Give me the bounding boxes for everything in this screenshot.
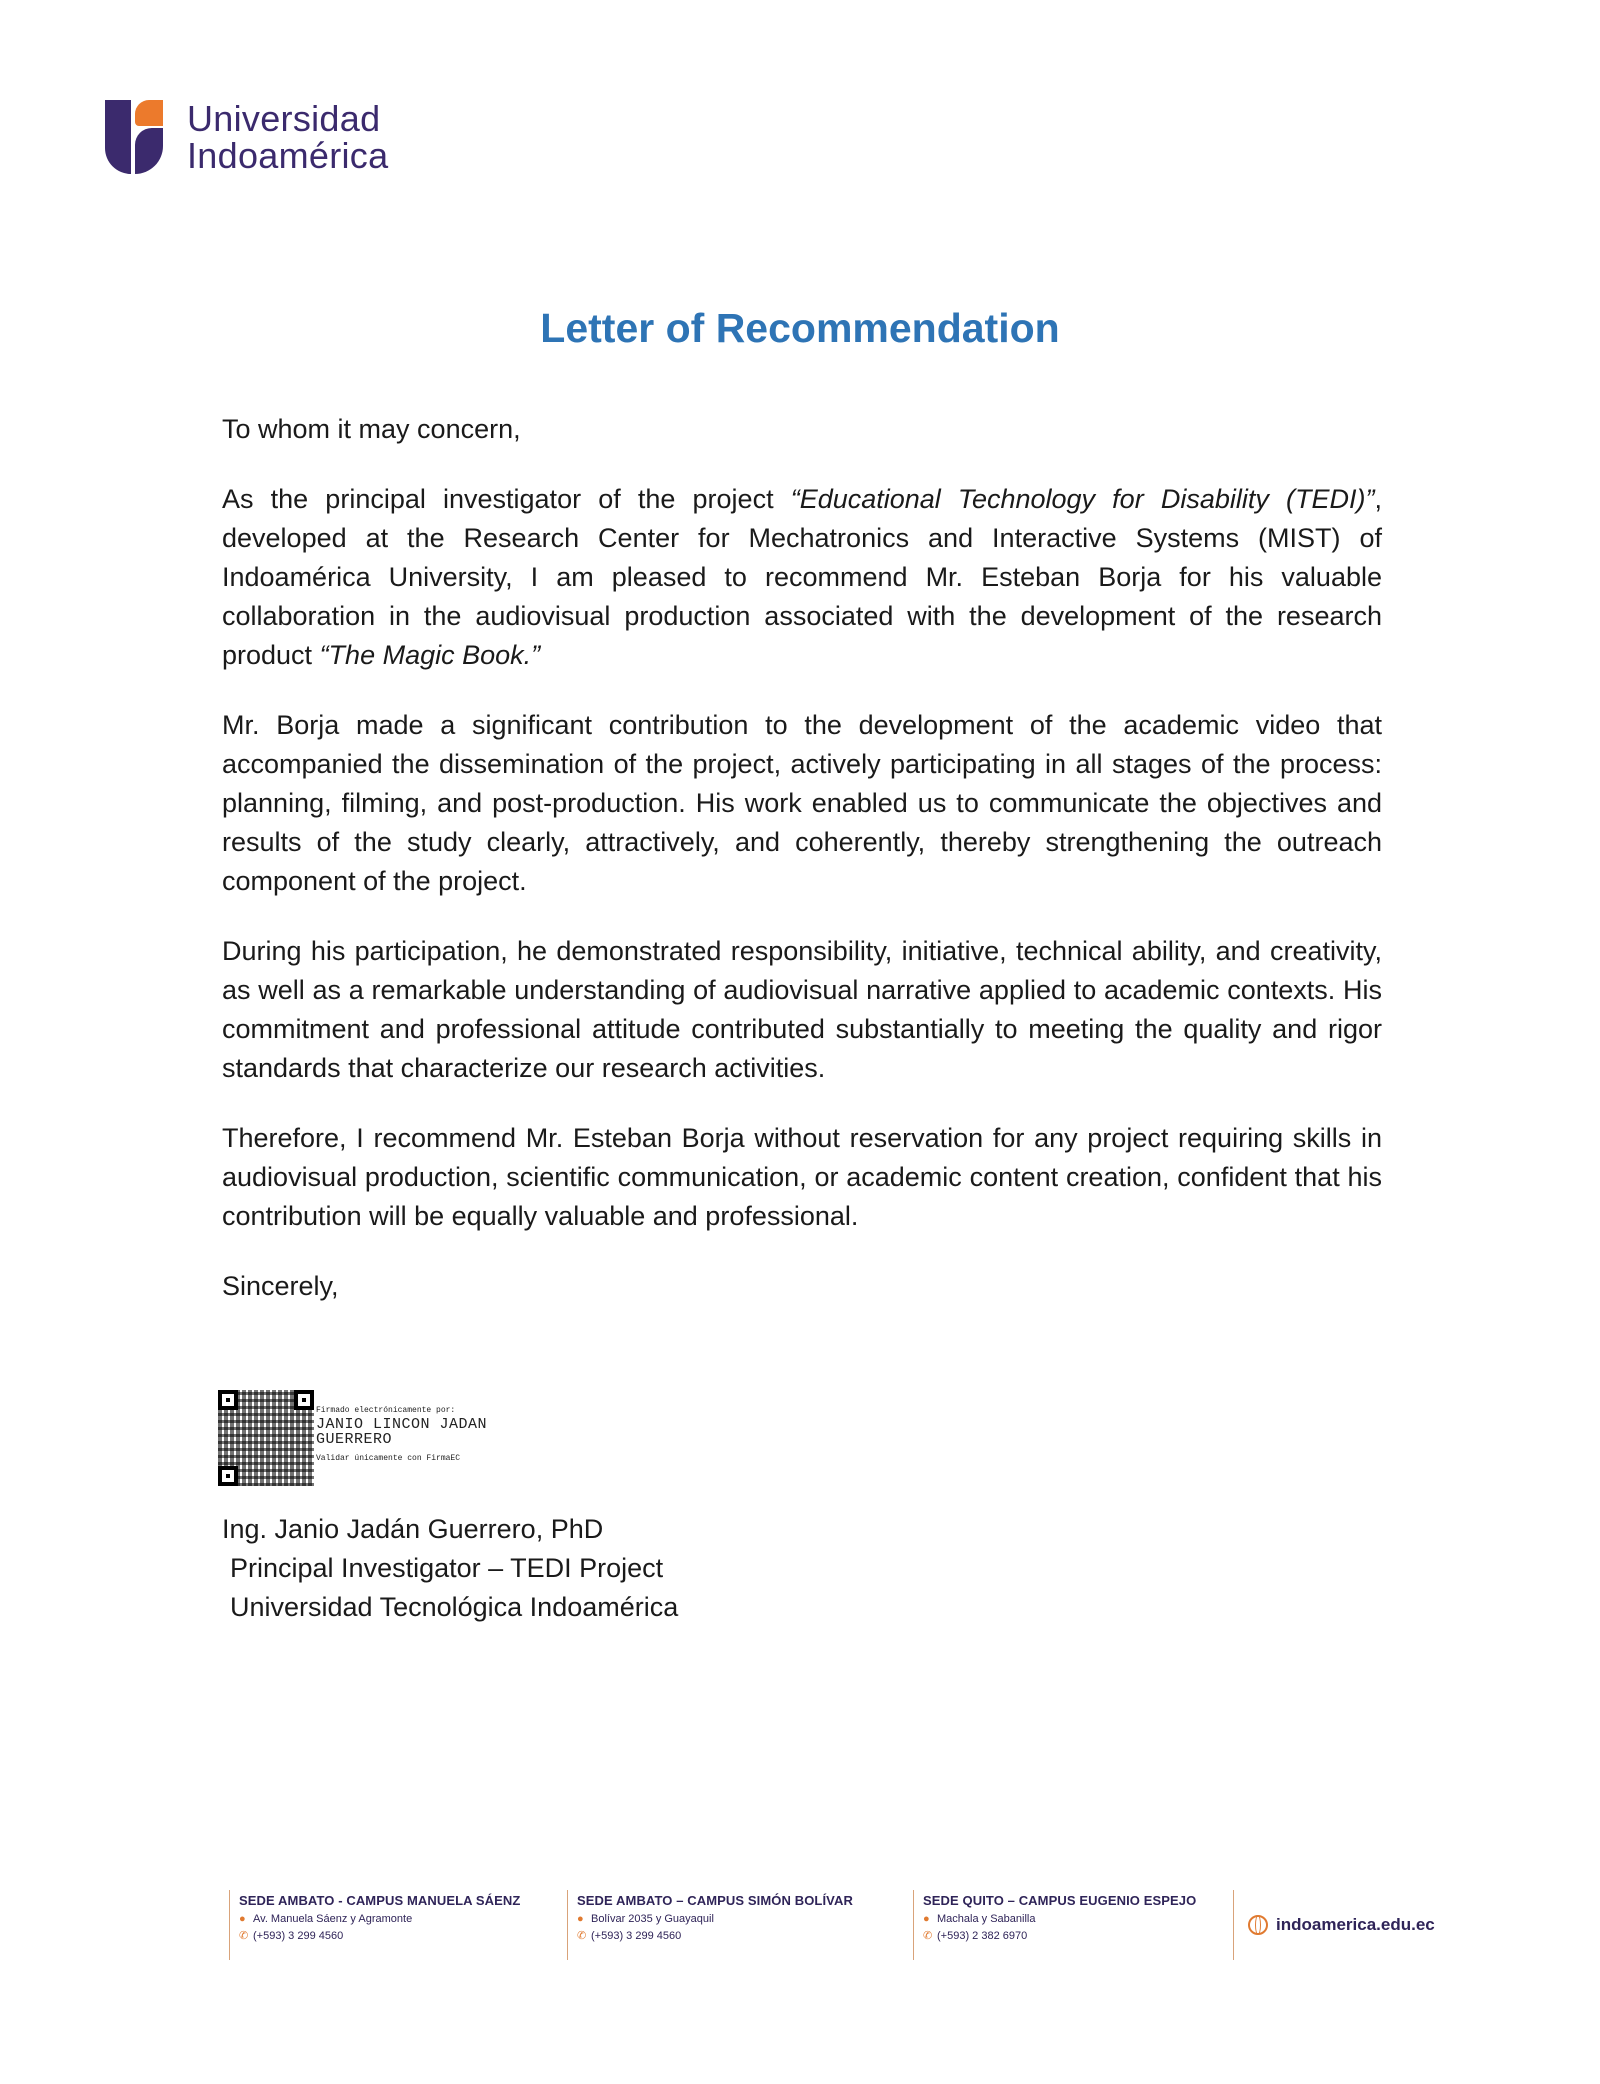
university-logo — [105, 100, 388, 174]
signer-institution: Universidad Tecnológica Indoamérica — [230, 1592, 679, 1622]
campus-phone — [239, 1928, 567, 1945]
phone-text: (+593) 2 382 6970 — [937, 1930, 1028, 1942]
campus-name: SEDE QUITO – CAMPUS EUGENIO ESPEJO — [923, 1893, 1197, 1908]
campus-simon-bolivar — [567, 1890, 913, 1960]
p1-text-middle: , developed at the Research Center for Mechatronics and Interactive Systems (MIST) of Indoamérica University, I am pleased to recommend Mr. Esteban Borja for his valuable collaboration in the audiovisual production associated with the development of the research product — [222, 484, 1382, 670]
campus-name: SEDE AMBATO - CAMPUS MANUELA SÁENZ — [239, 1893, 521, 1908]
signer-role: Principal Investigator – TEDI Project — [230, 1553, 664, 1583]
validate-label: Validar únicamente con FirmaEC — [316, 1454, 461, 1463]
phone-icon: ✆ — [239, 1930, 249, 1942]
salutation: To whom it may concern, — [222, 414, 521, 444]
map-pin-icon: ● — [239, 1913, 246, 1925]
project-name: “Educational Technology for Disability (TEDI)” — [790, 484, 1375, 514]
phone-icon: ✆ — [923, 1930, 933, 1942]
campus-phone — [923, 1928, 1233, 1945]
logo-line-2: Indoamérica — [187, 135, 389, 176]
signature-text — [316, 1405, 487, 1465]
paragraph-2: Mr. Borja made a significant contribution to the development of the academic video that accompanied the dissemination of the project, actively participating in all stages of the process: planning, filming, and post-production. His work enabled us to communicate the objectives and results of the study clearly, attractively, and coherently, thereby strengthening the outreach component of the project. — [222, 710, 1382, 896]
p1-text-start: As the principal investigator of the project — [222, 484, 791, 514]
signer-name-line-1: JANIO LINCON JADAN — [316, 1416, 488, 1433]
website-link[interactable] — [1233, 1890, 1435, 1960]
logo-mark-icon — [105, 100, 165, 174]
product-name: “The Magic Book.” — [319, 640, 541, 670]
campus-phone — [577, 1928, 913, 1945]
address-text: Machala y Sabanilla — [937, 1913, 1036, 1925]
campus-address — [239, 1911, 567, 1928]
map-pin-icon: ● — [923, 1913, 930, 1925]
campus-name: SEDE AMBATO – CAMPUS SIMÓN BOLÍVAR — [577, 1893, 853, 1908]
closing: Sincerely, — [222, 1271, 339, 1301]
electronic-signature — [218, 1390, 487, 1486]
globe-www-icon — [1248, 1915, 1268, 1935]
logo-line-1: Universidad — [187, 98, 381, 139]
document-title: Letter of Recommendation — [540, 305, 1060, 351]
qr-code-icon[interactable] — [218, 1390, 314, 1486]
address-text: Av. Manuela Sáenz y Agramonte — [253, 1913, 413, 1925]
phone-text: (+593) 3 299 4560 — [253, 1930, 344, 1942]
paragraph-4: Therefore, I recommend Mr. Esteban Borja without reservation for any project requiring skills in audiovisual production, scientific communication, or academic content creation, confident that his contribution will be equally valuable and professional. — [222, 1123, 1382, 1231]
campus-address — [923, 1911, 1233, 1928]
campus-address — [577, 1911, 913, 1928]
phone-text: (+593) 3 299 4560 — [591, 1930, 682, 1942]
campus-manuela-saenz — [229, 1890, 567, 1960]
campus-eugenio-espejo — [913, 1890, 1233, 1960]
logo-wordmark — [187, 100, 388, 174]
paragraph-1 — [222, 480, 1382, 675]
address-text: Bolívar 2035 y Guayaquil — [591, 1913, 714, 1925]
phone-icon: ✆ — [577, 1930, 587, 1942]
letter-body — [222, 410, 1382, 1337]
website-url[interactable]: indoamerica.edu.ec — [1276, 1915, 1435, 1934]
signer-name-line-2: GUERRERO — [316, 1431, 393, 1448]
signed-by-label: Firmado electrónicamente por: — [316, 1406, 456, 1415]
footer — [229, 1890, 1435, 1960]
signer-name: Ing. Janio Jadán Guerrero, PhD — [222, 1514, 604, 1544]
signer-block — [222, 1510, 678, 1627]
map-pin-icon: ● — [577, 1913, 584, 1925]
paragraph-3: During his participation, he demonstrated responsibility, initiative, technical ability, and creativity, as well as a remarkable understanding of audiovisual narrative applied to academic contexts. His commitment and professional attitude contributed substantially to meeting the quality and rigor standards that characterize our research activities. — [222, 936, 1382, 1083]
